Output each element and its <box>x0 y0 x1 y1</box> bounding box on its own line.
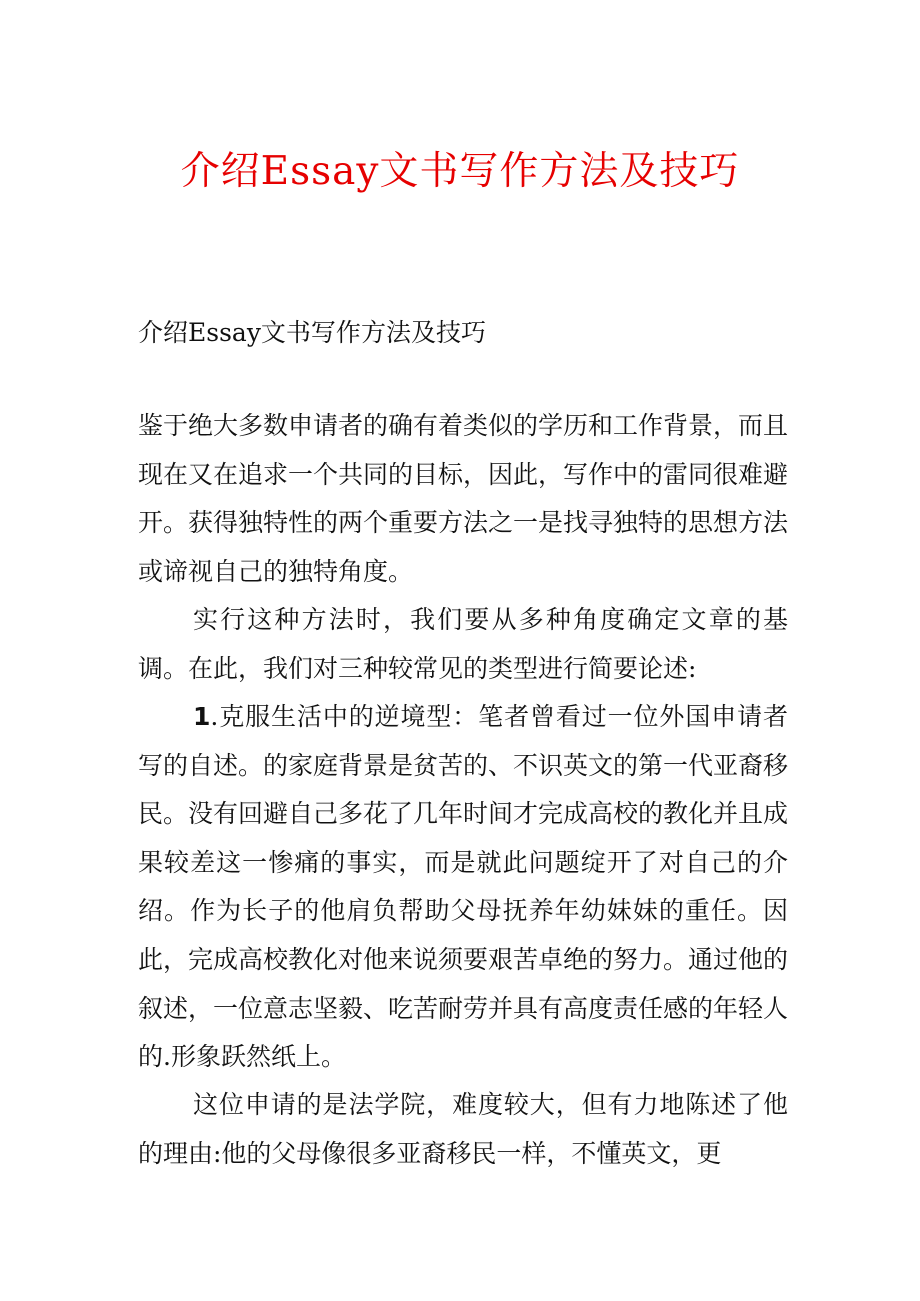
list-item-text: .克服生活中的逆境型：笔者曾看过一位外国申请者写的自述。的家庭背景是贫苦的、不识英文的第一代亚裔移民。没有回避自己多花了几年时间才完成高校的教化并且成果较差这一惨痛的事实，而是就此问题绽开了对自己的介绍。作为长子的他肩负帮助父母抚养年幼妹妹的重任。因此，完成高校教化对他来说须要艰苦卓绝的努力。通过他的叙述，一位意志坚毅、吃苦耐劳并具有高度责任感的年轻人的.形象跃然纸上。 <box>138 702 789 1072</box>
paragraph-approach: 实行这种方法时，我们要从多种角度确定文章的基调。在此，我们对三种较常见的类型进行简要论述: <box>138 605 788 683</box>
paragraph-intro: 鉴于绝大多数申请者的确有着类似的学历和工作背景，而且现在又在追求一个共同的目标，因此，写作中的雷同很难避开。获得独特性的两个重要方法之一是找寻独特的思想方法或谛视自己的独特角度。 <box>138 411 789 586</box>
list-item-adversity <box>138 693 788 1082</box>
list-item-number: 1 <box>193 702 211 731</box>
document-subtitle: 介绍Essay文书写作方法及技巧 <box>138 318 486 347</box>
document-title: 介绍Essay文书写作方法及技巧 <box>180 149 740 194</box>
paragraph-law-school: 这位申请的是法学院，难度较大，但有力地陈述了他的理由:他的父母像很多亚裔移民一样，不懂英文，更 <box>138 1090 788 1168</box>
